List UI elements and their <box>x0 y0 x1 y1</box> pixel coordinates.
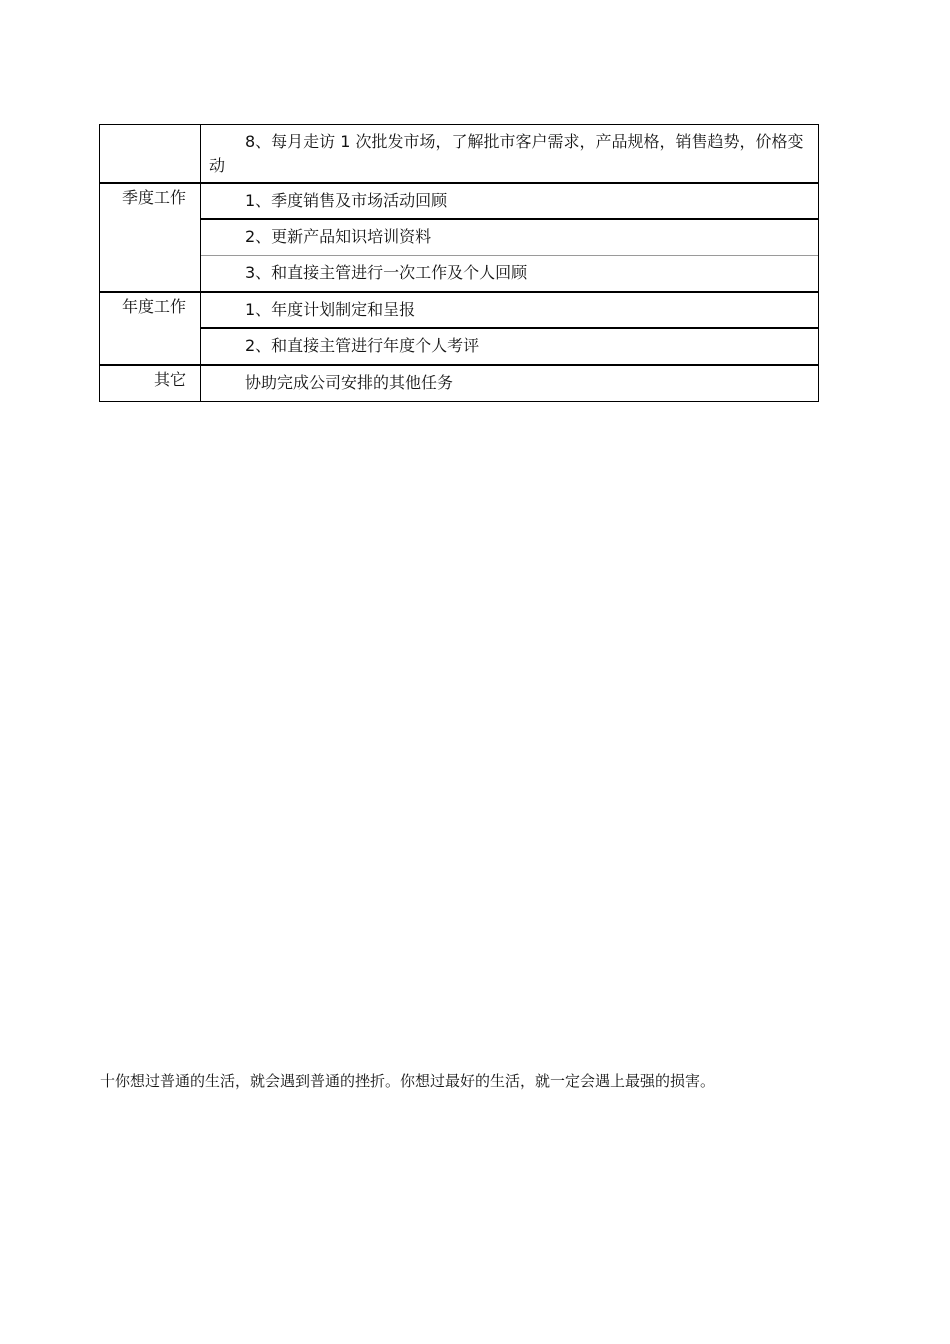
task-cell: 1、季度销售及市场活动回顾 <box>201 183 819 219</box>
table-row <box>100 183 819 219</box>
table-row <box>100 125 819 184</box>
category-label-annual: 年度工作 <box>121 297 186 316</box>
category-cell-annual <box>100 292 201 365</box>
task-cell: 2、和直接主管进行年度个人考评 <box>201 328 819 365</box>
category-cell-quarterly <box>100 183 201 292</box>
table-row <box>100 292 819 328</box>
task-cell: 8、每月走访 1 次批发市场，了解批市客户需求，产品规格，销售趋势，价格变动 <box>201 125 819 184</box>
category-label-other: 其它 <box>153 370 186 389</box>
category-cell-other <box>100 365 201 401</box>
category-cell-monthly-continued <box>100 125 201 184</box>
category-label-quarterly: 季度工作 <box>121 188 186 207</box>
table-row <box>100 328 819 365</box>
footer-quote: 十你想过普通的生活，就会遇到普通的挫折。你想过最好的生活，就一定会遇上最强的损害。 <box>100 1072 716 1090</box>
task-cell: 1、年度计划制定和呈报 <box>201 292 819 328</box>
table-row <box>100 365 819 401</box>
duties-table <box>99 124 819 402</box>
task-cell: 3、和直接主管进行一次工作及个人回顾 <box>201 255 819 292</box>
table-row <box>100 255 819 292</box>
task-cell: 协助完成公司安排的其他任务 <box>201 365 819 401</box>
task-cell: 2、更新产品知识培训资料 <box>201 219 819 255</box>
table-row <box>100 219 819 255</box>
